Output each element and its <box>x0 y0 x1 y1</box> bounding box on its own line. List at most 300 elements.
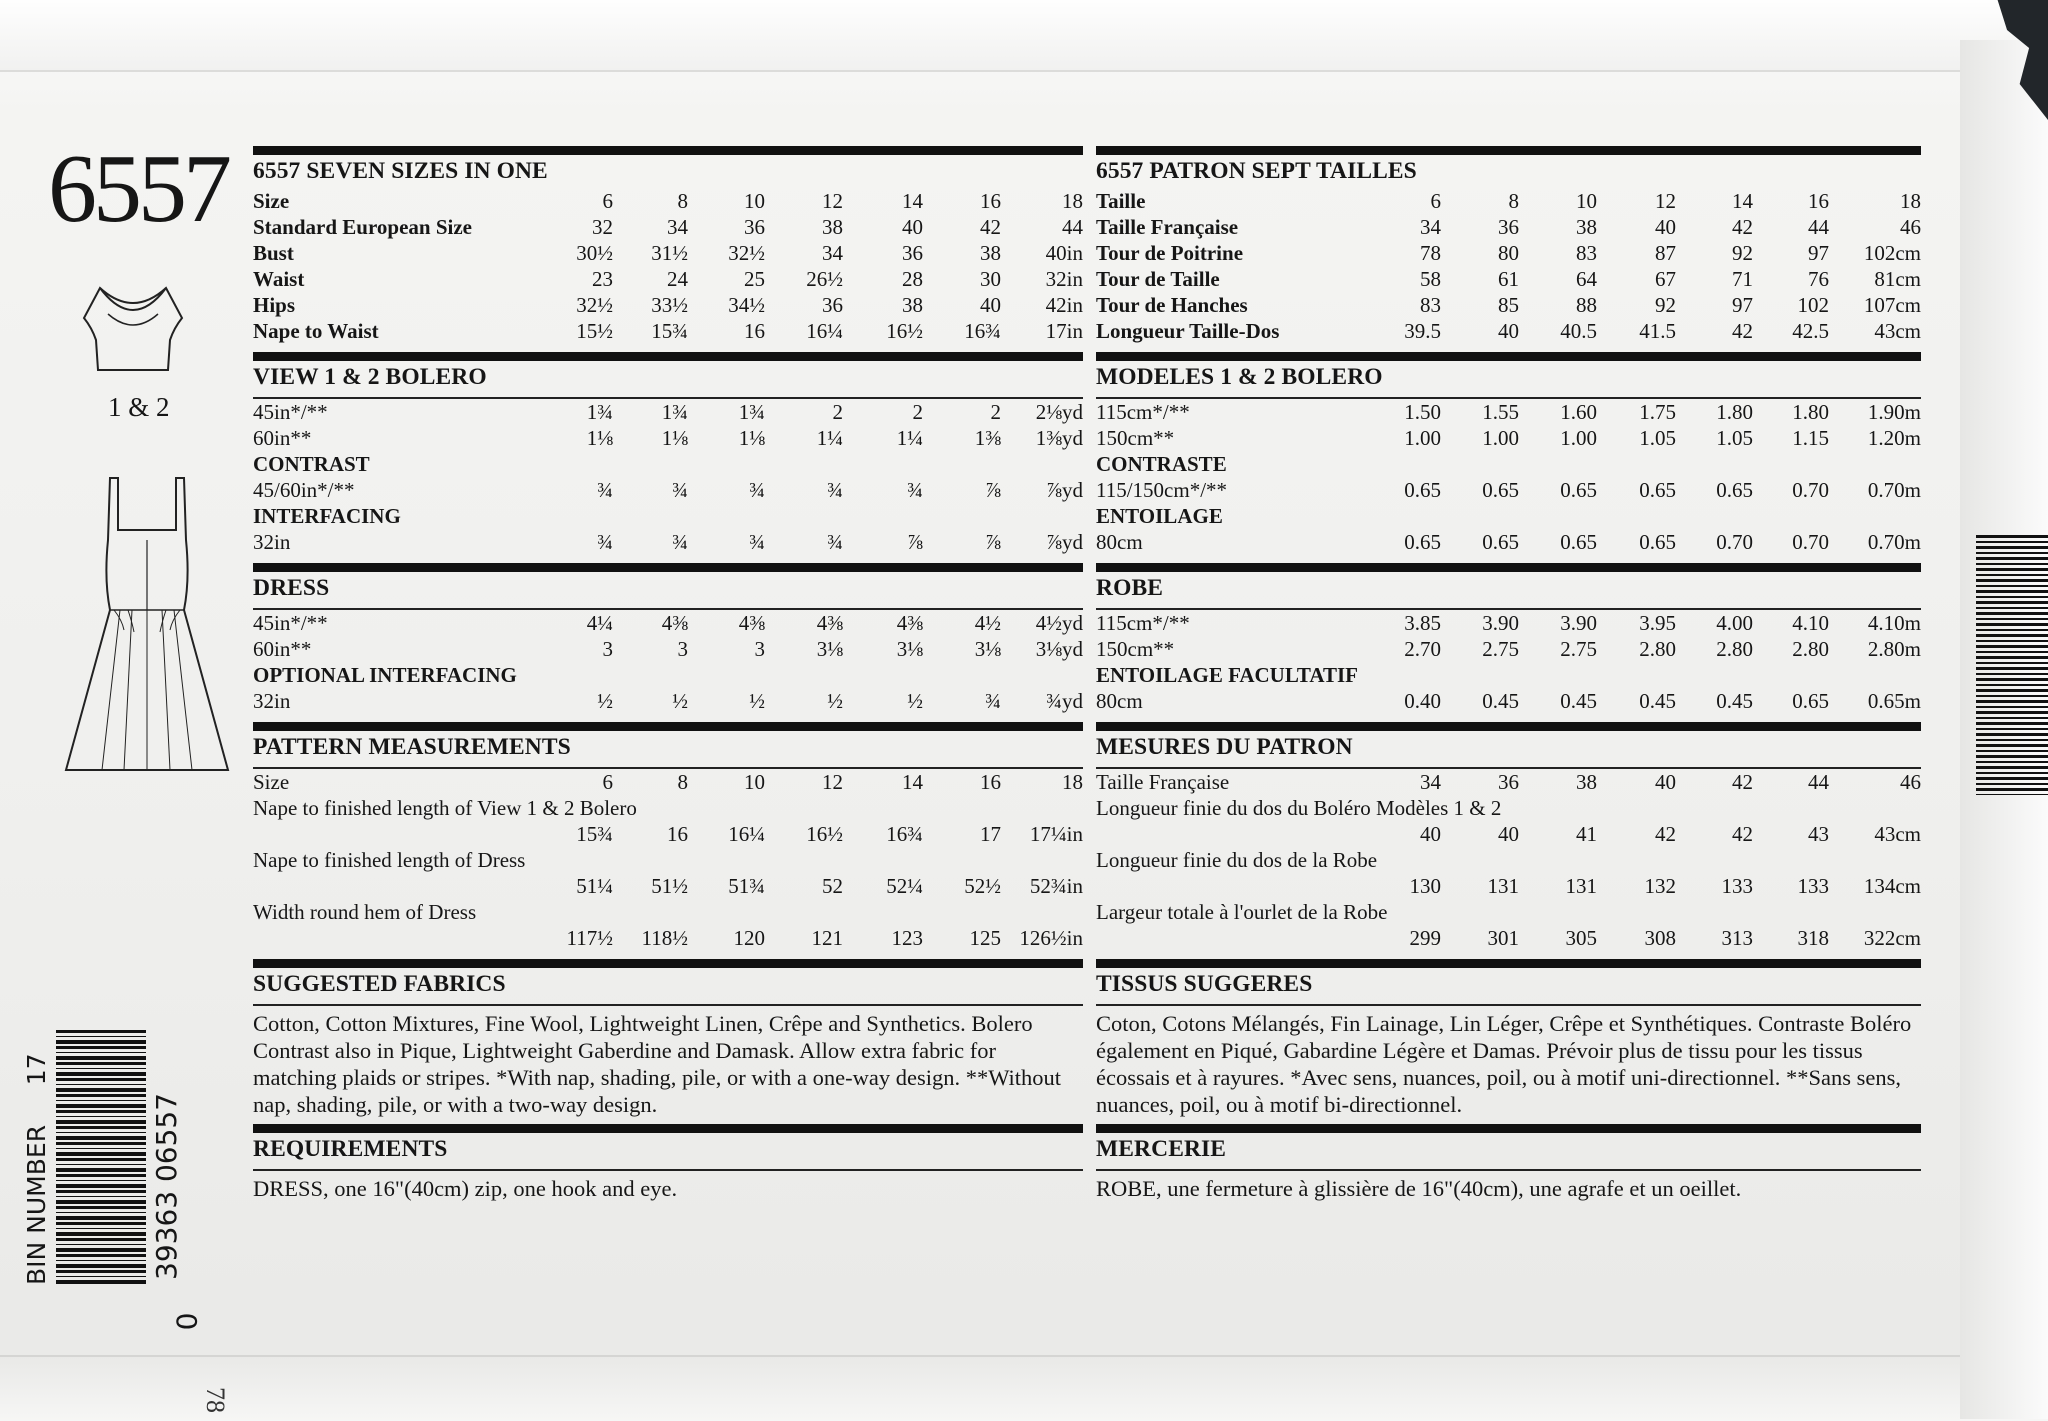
size-row <box>253 292 1083 318</box>
section-rule <box>253 352 1083 361</box>
row-label: Tour de Taille <box>1096 267 1220 291</box>
dress-illustration <box>62 470 232 785</box>
yardage-row <box>253 477 1083 503</box>
row-value: ¾ <box>749 530 765 554</box>
row-label: 45in*/** <box>253 400 328 424</box>
row-value: 4⅜ <box>896 611 923 635</box>
yardage-row <box>1096 425 1921 451</box>
row-value: 36 <box>902 241 923 265</box>
spacer <box>253 344 1083 352</box>
row-value: 4⅜ <box>738 611 765 635</box>
row-value: 318 <box>1797 926 1829 950</box>
row-value: 0.65 <box>1716 478 1753 502</box>
row-value: ¾ <box>672 478 688 502</box>
row-value: 32½ <box>576 293 613 317</box>
row-value: 4⅜ <box>816 611 843 635</box>
yardage-row <box>1096 477 1921 503</box>
yardage-row <box>1096 688 1921 714</box>
row-value: 40 <box>1655 770 1676 794</box>
row-value: 4⅜ <box>661 611 688 635</box>
row-value: 24 <box>667 267 688 291</box>
measurement-values <box>1096 873 1921 899</box>
row-value: 1⅜ <box>974 426 1001 450</box>
row-value: 134cm <box>1863 874 1921 898</box>
row-value: 1.80 <box>1792 400 1829 424</box>
row-value: 16¼ <box>728 822 765 846</box>
spacer <box>253 951 1083 959</box>
row-value: 30½ <box>576 241 613 265</box>
row-value: 42 <box>1655 822 1676 846</box>
row-value: 43cm <box>1874 319 1921 343</box>
row-value: 0.65 <box>1404 478 1441 502</box>
row-value: 1¾ <box>661 400 688 424</box>
row-value: 40 <box>1498 319 1519 343</box>
measurement-label: Longueur finie du dos du Boléro Modèles 1 & 2 <box>1096 796 1502 820</box>
row-value: 107cm <box>1863 293 1921 317</box>
measurement-values <box>253 925 1083 951</box>
interfacing-label: INTERFACING <box>253 504 401 528</box>
row-value: ¾ <box>827 478 843 502</box>
row-value: 83 <box>1576 241 1597 265</box>
fabrics-text: Cotton, Cotton Mixtures, Fine Wool, Lightweight Linen, Crêpe and Synthetics. Bolero Contrast also in Pique, Lightweight Gaberdine and Damask. Allow extra fabric for matching plaids or stripes. *With nap, shading, pile, or with a one-way design. **Without nap, shading, pile, or with a two-way design. <box>253 1011 1062 1117</box>
section-rule <box>1096 146 1921 155</box>
row-value: 32in <box>1045 267 1083 291</box>
row-value: 12 <box>1655 189 1676 213</box>
row-value: ¾ <box>672 530 688 554</box>
row-value: 42 <box>1732 215 1753 239</box>
bolero-section-title: MODELES 1 & 2 BOLERO <box>1096 364 1383 390</box>
measurement-size-row <box>1096 769 1921 795</box>
barcode-leading-digit: 0 <box>170 1312 204 1331</box>
row-value: 15¾ <box>576 822 613 846</box>
row-value: 30 <box>980 267 1001 291</box>
row-value: 16½ <box>886 319 923 343</box>
row-value: 1.75 <box>1639 400 1676 424</box>
row-label: 115/150cm*/** <box>1096 478 1228 502</box>
interfacing-label: ENTOILAGE <box>1096 504 1223 528</box>
row-value: 31½ <box>651 241 688 265</box>
measurements-section-title: MESURES DU PATRON <box>1096 734 1353 760</box>
interfacing-label: ENTOILAGE FACULTATIF <box>1096 663 1358 687</box>
row-value: 83 <box>1420 293 1441 317</box>
row-label: Taille <box>1096 189 1146 213</box>
row-value: 4½ <box>974 611 1001 635</box>
row-value: 1.80 <box>1716 400 1753 424</box>
row-value: 81cm <box>1874 267 1921 291</box>
row-value: 1.50 <box>1404 400 1441 424</box>
row-value: 3.90 <box>1482 611 1519 635</box>
section-rule <box>1096 959 1921 968</box>
row-value: 118½ <box>641 926 688 950</box>
size-row <box>1096 266 1921 292</box>
row-value: 132 <box>1644 874 1676 898</box>
row-value: 2 <box>990 400 1001 424</box>
row-label: Taille Française <box>1096 215 1239 239</box>
row-value: 125 <box>969 926 1001 950</box>
row-value: 64 <box>1576 267 1597 291</box>
row-value: ⅞ <box>985 478 1001 502</box>
spacer <box>1096 555 1921 563</box>
row-value: 26½ <box>806 267 843 291</box>
row-value: 97 <box>1732 293 1753 317</box>
row-value: 12 <box>822 770 843 794</box>
row-value: 2⅛yd <box>1035 400 1083 424</box>
spacer <box>1096 951 1921 959</box>
measurements-section-title: PATTERN MEASUREMENTS <box>253 734 571 760</box>
row-value: 16 <box>980 189 1001 213</box>
fabrics-text: Coton, Cotons Mélangés, Fin Lainage, Lin Léger, Crêpe et Synthétiques. Contraste Boléro également en Piqué, Gabardine Légère et Damas. Prévoir plus de tissu pour les tissus écossais et à rayures. *Avec sens, nuances, poil, ou à motif uni-directionnel. **Sans sens, nuances, poil, ou à motif bi-directionnel. <box>1096 1011 1912 1117</box>
measurement-label: Longueur finie du dos de la Robe <box>1096 848 1378 872</box>
yardage-row <box>253 529 1083 555</box>
row-value: 1.20m <box>1867 426 1921 450</box>
row-value: 58 <box>1420 267 1441 291</box>
spacer <box>253 555 1083 563</box>
yardage-row <box>253 425 1083 451</box>
row-value: 0.65 <box>1560 530 1597 554</box>
row-value: 16¼ <box>806 319 843 343</box>
row-label: 32in <box>253 689 291 713</box>
row-value: 36 <box>1498 215 1519 239</box>
row-value: 34 <box>1420 770 1441 794</box>
row-value: 133 <box>1721 874 1753 898</box>
row-label: 80cm <box>1096 530 1143 554</box>
row-value: 322cm <box>1863 926 1921 950</box>
row-value: 17 <box>980 822 1001 846</box>
row-value: 3.85 <box>1404 611 1441 635</box>
row-value: ¾ <box>827 530 843 554</box>
size-chart-title: 6557 PATRON SEPT TAILLES <box>1096 158 1417 184</box>
row-value: 0.65 <box>1639 530 1676 554</box>
row-value: 14 <box>1732 189 1753 213</box>
row-value: 3.95 <box>1639 611 1676 635</box>
row-value: 16 <box>744 319 765 343</box>
row-value: 4.00 <box>1716 611 1753 635</box>
row-value: 42 <box>1732 319 1753 343</box>
pattern-number: 6557 <box>48 135 228 243</box>
yardage-row <box>253 610 1083 636</box>
row-label: 60in** <box>253 637 312 661</box>
row-value: 36 <box>1498 770 1519 794</box>
row-value: 2.80 <box>1716 637 1753 661</box>
row-value: 16 <box>667 822 688 846</box>
row-value: 39.5 <box>1404 319 1441 343</box>
row-value: 313 <box>1721 926 1753 950</box>
row-value: 23 <box>592 267 613 291</box>
row-value: 1.55 <box>1482 400 1519 424</box>
spacer <box>1096 344 1921 352</box>
yardage-row <box>1096 399 1921 425</box>
row-value: 4¼ <box>586 611 613 635</box>
size-row <box>253 214 1083 240</box>
row-value: 131 <box>1487 874 1519 898</box>
row-value: 1⅛ <box>586 426 613 450</box>
row-label: 60in** <box>253 426 312 450</box>
fabrics-section-title: TISSUS SUGGERES <box>1096 971 1313 997</box>
row-value: 88 <box>1576 293 1597 317</box>
row-value: ⅞ <box>985 530 1001 554</box>
row-value: 40 <box>1498 822 1519 846</box>
row-value: 0.45 <box>1639 689 1676 713</box>
yardage-row <box>253 688 1083 714</box>
row-value: 0.70m <box>1867 530 1921 554</box>
row-value: 1¾ <box>586 400 613 424</box>
row-value: 3⅛yd <box>1035 637 1083 661</box>
row-label: 45in*/** <box>253 611 328 635</box>
yardage-row <box>1096 636 1921 662</box>
row-label: 115cm*/** <box>1096 400 1190 424</box>
requirements-section-title: REQUIREMENTS <box>253 1136 448 1162</box>
row-value: 42.5 <box>1792 319 1829 343</box>
row-value: 1.00 <box>1482 426 1519 450</box>
size-row <box>1096 240 1921 266</box>
row-value: 40 <box>980 293 1001 317</box>
row-value: 0.45 <box>1560 689 1597 713</box>
row-value: 40 <box>1655 215 1676 239</box>
row-value: ⅞ <box>907 530 923 554</box>
row-value: 44 <box>1808 770 1829 794</box>
row-value: 16¾ <box>964 319 1001 343</box>
row-value: 1.05 <box>1639 426 1676 450</box>
row-value: 38 <box>902 293 923 317</box>
row-value: 10 <box>1576 189 1597 213</box>
size-row <box>1096 214 1921 240</box>
row-value: 8 <box>677 189 688 213</box>
row-value: 71 <box>1732 267 1753 291</box>
row-value: 34 <box>667 215 688 239</box>
row-value: 67 <box>1655 267 1676 291</box>
contrast-label: CONTRAST <box>253 452 370 476</box>
row-value: 33½ <box>651 293 688 317</box>
barcode-number: 39363 06557 <box>150 1092 183 1280</box>
size-row <box>253 188 1083 214</box>
row-value: 2.70 <box>1404 637 1441 661</box>
row-value: 305 <box>1565 926 1597 950</box>
row-value: ½ <box>749 689 765 713</box>
row-value: 46 <box>1900 215 1921 239</box>
row-value: 15¾ <box>651 319 688 343</box>
row-label: Tour de Poitrine <box>1096 241 1244 265</box>
row-value: 15½ <box>576 319 613 343</box>
row-value: 131 <box>1565 874 1597 898</box>
bolero-illustration <box>78 278 188 378</box>
row-value: ¾ <box>907 478 923 502</box>
row-value: 16 <box>1808 189 1829 213</box>
requirements-text: ROBE, une fermeture à glissière de 16"(40cm), une agrafe et un oeillet. <box>1096 1176 1742 1201</box>
row-value: 126½in <box>1019 926 1083 950</box>
row-value: 308 <box>1644 926 1676 950</box>
row-value: 0.70m <box>1867 478 1921 502</box>
row-value: 1¾ <box>738 400 765 424</box>
english-column <box>253 146 1083 1208</box>
measurement-label: Nape to finished length of Dress <box>253 848 526 872</box>
row-value: 38 <box>980 241 1001 265</box>
row-value: 85 <box>1498 293 1519 317</box>
row-value: 41 <box>1576 822 1597 846</box>
row-value: ¾ <box>597 478 613 502</box>
row-label: 45/60in*/** <box>253 478 355 502</box>
row-value: 36 <box>744 215 765 239</box>
row-value: 0.65 <box>1560 478 1597 502</box>
measurement-values <box>253 873 1083 899</box>
row-value: 40in <box>1045 241 1083 265</box>
row-label: Size <box>253 770 290 794</box>
row-value: 12 <box>822 189 843 213</box>
row-value: 130 <box>1409 874 1441 898</box>
row-label: Standard European Size <box>253 215 472 239</box>
row-value: 28 <box>902 267 923 291</box>
row-value: 2.80 <box>1639 637 1676 661</box>
row-value: 0.40 <box>1404 689 1441 713</box>
row-value: 6 <box>1430 189 1441 213</box>
row-value: 0.70 <box>1792 530 1829 554</box>
interfacing-label: OPTIONAL INTERFACING <box>253 663 517 687</box>
row-value: 46 <box>1900 770 1921 794</box>
row-value: 32½ <box>728 241 765 265</box>
row-value: 0.65m <box>1867 689 1921 713</box>
row-label: Tour de Hanches <box>1096 293 1248 317</box>
spacer <box>1096 714 1921 722</box>
envelope-top-flap <box>0 0 2048 72</box>
measurement-values <box>1096 925 1921 951</box>
row-value: 0.65 <box>1792 689 1829 713</box>
size-chart-title: 6557 SEVEN SIZES IN ONE <box>253 158 548 184</box>
row-value: 299 <box>1409 926 1441 950</box>
section-rule <box>253 563 1083 572</box>
row-label: 150cm** <box>1096 426 1175 450</box>
row-value: 17in <box>1045 319 1083 343</box>
row-value: 4.10 <box>1792 611 1829 635</box>
row-value: 76 <box>1808 267 1829 291</box>
row-value: 34 <box>822 241 843 265</box>
row-label: 80cm <box>1096 689 1143 713</box>
row-value: 0.70 <box>1716 530 1753 554</box>
row-value: 2 <box>912 400 923 424</box>
row-value: 51½ <box>651 874 688 898</box>
size-row <box>1096 188 1921 214</box>
row-value: 3 <box>602 637 613 661</box>
row-value: 8 <box>1508 189 1519 213</box>
section-rule <box>1096 722 1921 731</box>
yardage-row <box>253 636 1083 662</box>
row-value: 0.65 <box>1482 530 1519 554</box>
fabrics-section-title: SUGGESTED FABRICS <box>253 971 506 997</box>
row-label: Bust <box>253 241 294 265</box>
row-value: 36 <box>822 293 843 317</box>
row-value: 1.15 <box>1792 426 1829 450</box>
measurement-values <box>253 821 1083 847</box>
row-label: Hips <box>253 293 296 317</box>
row-value: 41.5 <box>1639 319 1676 343</box>
section-rule <box>253 1124 1083 1133</box>
row-value: 18 <box>1062 770 1083 794</box>
row-value: 51¼ <box>576 874 613 898</box>
row-value: 38 <box>1576 770 1597 794</box>
row-value: ¾ <box>749 478 765 502</box>
row-value: ⅞yd <box>1046 530 1083 554</box>
row-value: 44 <box>1062 215 1083 239</box>
row-value: 1.05 <box>1716 426 1753 450</box>
row-value: 3⅛ <box>974 637 1001 661</box>
row-value: 1⅜yd <box>1035 426 1083 450</box>
row-value: 40 <box>902 215 923 239</box>
row-value: 1.60 <box>1560 400 1597 424</box>
row-value: 16 <box>980 770 1001 794</box>
row-value: 40 <box>1420 822 1441 846</box>
envelope-bottom-flap <box>0 1355 2048 1421</box>
row-value: 32 <box>592 215 613 239</box>
row-value: 52¾in <box>1029 874 1083 898</box>
row-label: Nape to Waist <box>253 319 379 343</box>
upc-barcode <box>56 1030 146 1285</box>
row-value: 42 <box>1732 770 1753 794</box>
row-label: Taille Française <box>1096 770 1230 794</box>
row-value: 2.80 <box>1792 637 1829 661</box>
measurement-label: Largeur totale à l'ourlet de la Robe <box>1096 900 1388 924</box>
row-value: 61 <box>1498 267 1519 291</box>
row-value: 3 <box>754 637 765 661</box>
row-value: 1¼ <box>896 426 923 450</box>
size-row <box>253 266 1083 292</box>
row-value: 34 <box>1420 215 1441 239</box>
row-value: 92 <box>1732 241 1753 265</box>
dress-section-title: ROBE <box>1096 575 1163 601</box>
row-value: 1⅛ <box>738 426 765 450</box>
row-value: 14 <box>902 189 923 213</box>
french-column <box>1096 146 1921 1208</box>
yardage-row <box>1096 529 1921 555</box>
measurement-size-row <box>253 769 1083 795</box>
row-value: 1⅛ <box>661 426 688 450</box>
row-value: 3⅛ <box>816 637 843 661</box>
row-label: Longueur Taille-Dos <box>1096 319 1280 343</box>
row-value: 10 <box>744 770 765 794</box>
row-value: 42in <box>1045 293 1083 317</box>
row-value: 2.80m <box>1867 637 1921 661</box>
row-value: 0.45 <box>1716 689 1753 713</box>
row-value: ¾ <box>985 689 1001 713</box>
row-value: 301 <box>1487 926 1519 950</box>
row-value: 52 <box>822 874 843 898</box>
row-value: ½ <box>672 689 688 713</box>
row-value: 52¼ <box>886 874 923 898</box>
section-rule <box>1096 1124 1921 1133</box>
row-value: 3 <box>677 637 688 661</box>
dress-section-title: DRESS <box>253 575 330 601</box>
stray-mark: 78 <box>201 1387 230 1413</box>
row-value: ½ <box>597 689 613 713</box>
bin-number-value: 17 <box>22 1053 51 1086</box>
section-rule <box>253 146 1083 155</box>
row-value: 34½ <box>728 293 765 317</box>
row-value: 1.00 <box>1560 426 1597 450</box>
row-value: 51¾ <box>728 874 765 898</box>
yardage-row <box>253 399 1083 425</box>
row-value: 10 <box>744 189 765 213</box>
bolero-section-title: VIEW 1 & 2 BOLERO <box>253 364 487 390</box>
row-value: 3⅛ <box>896 637 923 661</box>
row-value: 3.90 <box>1560 611 1597 635</box>
row-value: 40.5 <box>1560 319 1597 343</box>
row-value: 87 <box>1655 241 1676 265</box>
row-value: ¾ <box>597 530 613 554</box>
row-value: 80 <box>1498 241 1519 265</box>
row-value: 0.45 <box>1482 689 1519 713</box>
size-row <box>253 318 1083 344</box>
requirements-section-title: MERCERIE <box>1096 1136 1227 1162</box>
row-value: 2.75 <box>1482 637 1519 661</box>
row-value: 121 <box>811 926 843 950</box>
row-value: 2.75 <box>1560 637 1597 661</box>
